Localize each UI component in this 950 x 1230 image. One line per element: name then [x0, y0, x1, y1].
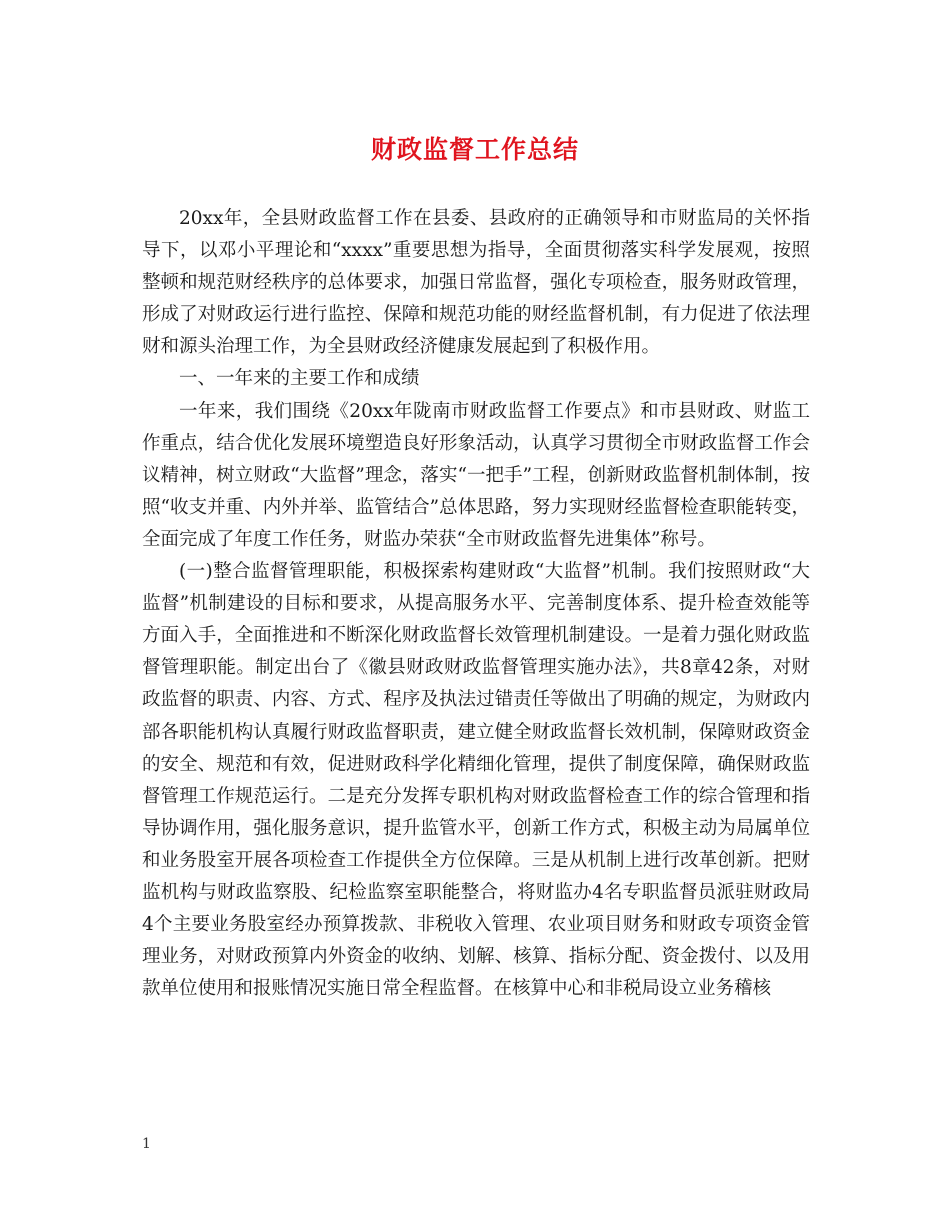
subsection-paragraph: (一)整合监督管理职能，积极探索构建财政“大监督”机制。我们按照财政“大监督”机制建设的目标和要求，从提高服务水平、完善制度体系、提升检查效能等方面入手，全面推进和不断深化财政监督长效管理机制建设。一是着力强化财政监督管理职能。制定出台了《徽县财政财政监督管理实施办法》，共8章42条，对财政监督的职责、内容、方式、程序及执法过错责任等做出了明确的规定，为财政内部各职能机构认真履行财政监督职责，建立健全财政监督长效机制，保障财政资金的安全、规范和有效，促进财政科学化精细化管理，提供了制度保障，确保财政监督管理工作规范运行。二是充分发挥专职机构对财政监督检查工作的综合管理和指导协调作用，强化服务意识，提升监管水平，创新工作方式，积极主动为局属单位和业务股室开展各项检查工作提供全方位保障。三是从机制上进行改革创新。把财监机构与财政监察股、纪检监察室职能整合，将财监办4名专职监督员派驻财政局4个主要业务股室经办预算拨款、非税收入管理、农业项目财务和财政专项资金管理业务，对财政预算内外资金的收纳、划解、核算、指标分配、资金拨付、以及用款单位使用和报账情况实施日常全程监督。在核算中心和非税局设立业务稽核: [142, 561, 810, 1000]
intro-paragraph: 20xx年，全县财政监督工作在县委、县政府的正确领导和市财监局的关怀指导下，以邓小平理论和“xxxx”重要思想为指导，全面贯彻落实科学发展观，按照整顿和规范财经秩序的总体要求，加强日常监督，强化专项检查，服务财政管理，形成了对财政运行进行监控、保障和规范功能的财经监督机制，有力促进了依法理财和源头治理工作，为全县财政经济健康发展起到了积极作用。: [142, 208, 810, 358]
document-body: [142, 203, 810, 1005]
page-number: 1: [142, 1136, 151, 1152]
document-title: 财政监督工作总结: [370, 135, 579, 164]
summary-paragraph: 一年来，我们围绕《20xx年陇南市财政监督工作要点》和市县财政、财监工作重点，结合优化发展环境塑造良好形象活动，认真学习贯彻全市财政监督工作会议精神，树立财政“大监督”理念，落实“一把手”工程，创新财政监督机制体制，按照“收支并重、内外并举、监管结合”总体思路，努力实现财经监督检查职能转变，全面完成了年度工作任务，财监办荣获“全市财政监督先进集体”称号。: [142, 400, 810, 550]
section-heading: 一、一年来的主要工作和成绩: [179, 368, 420, 390]
